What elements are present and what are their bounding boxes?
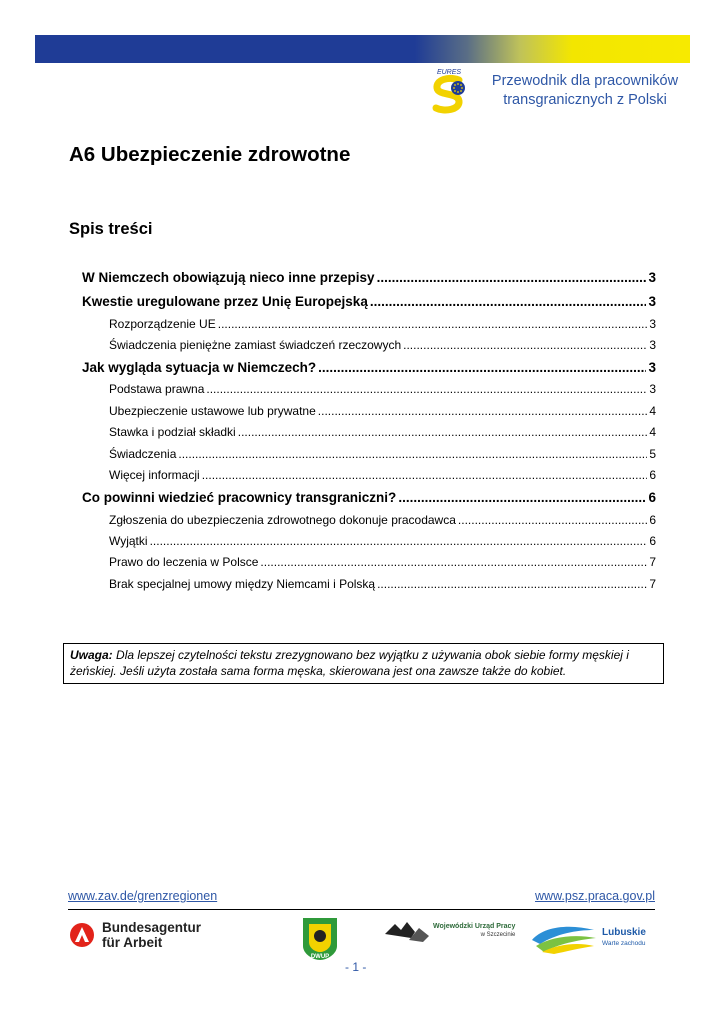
toc-entry[interactable] — [109, 382, 656, 396]
ba-line1: Bundesagentur — [102, 920, 202, 935]
toc-entry[interactable] — [109, 513, 656, 527]
footer-link-zav[interactable]: www.zav.de/grenzregionen — [68, 889, 218, 903]
toc-entry[interactable] — [82, 360, 656, 375]
lubuskie-icon — [530, 920, 598, 956]
guide-title — [470, 72, 700, 110]
toc-entry-page: 6 — [649, 513, 656, 527]
ba-line2: für Arbeit — [102, 935, 163, 950]
toc-dot-leader — [206, 382, 647, 396]
toc-entry-page: 3 — [649, 382, 656, 396]
dwup-logo — [301, 916, 339, 962]
eures-logo-text: EURES — [436, 69, 462, 76]
toc-entry-label: W Niemczech obowiązują nieco inne przepisy — [82, 270, 375, 285]
toc-entry-page: 5 — [649, 447, 656, 461]
toc-entry[interactable] — [109, 534, 656, 548]
toc-entry-label: Jak wygląda sytuacja w Niemczech? — [82, 360, 317, 375]
toc-entry-page: 3 — [648, 360, 656, 375]
toc-dot-leader — [377, 577, 647, 591]
toc-entry[interactable] — [109, 338, 656, 352]
wup-line1: Wojewódzki Urząd Pracy — [433, 923, 516, 930]
toc-entry-label: Świadczenia pieniężne zamiast świadczeń rzeczowych — [109, 338, 402, 352]
toc-entry-label: Prawo do leczenia w Polsce — [109, 555, 259, 569]
toc-dot-leader — [150, 534, 648, 548]
footer-link-psz[interactable]: www.psz.praca.gov.pl — [535, 889, 655, 903]
wup-szczecin-logo — [385, 920, 515, 942]
toc-dot-leader — [318, 360, 646, 375]
toc-dot-leader — [260, 555, 647, 569]
toc-entry-label: Rozporządzenie UE — [109, 317, 216, 331]
note-box — [63, 643, 664, 684]
page-number: - 1 - — [345, 960, 367, 974]
toc-entry-label: Podstawa prawna — [109, 382, 205, 396]
toc-entry[interactable] — [109, 425, 656, 439]
toc-entry-page: 3 — [649, 338, 656, 352]
guide-title-line2: transgranicznych z Polski — [503, 92, 667, 108]
toc-dot-leader — [202, 468, 648, 482]
toc-entry-page: 6 — [649, 534, 656, 548]
toc-entry-page: 3 — [648, 294, 656, 309]
lubuskie-line1: Lubuskie — [602, 927, 646, 938]
toc-entry-label: Co powinni wiedzieć pracownicy transgraniczni? — [82, 490, 397, 505]
toc-entry[interactable] — [82, 294, 656, 309]
toc-entry-label: Kwestie uregulowane przez Unię Europejską — [82, 294, 368, 309]
toc-entry-label: Stawka i podział składki — [109, 425, 236, 439]
toc-entry-label: Więcej informacji — [109, 468, 200, 482]
guide-title-line1: Przewodnik dla pracowników — [491, 73, 679, 89]
toc-entry-page: 3 — [649, 317, 656, 331]
toc-entry-page: 4 — [649, 425, 656, 439]
eures-logo — [428, 66, 470, 116]
toc-entry[interactable] — [109, 468, 656, 482]
toc-dot-leader — [178, 447, 647, 461]
toc-entry[interactable] — [82, 270, 656, 285]
toc-entry-label: Wyjątki — [109, 534, 148, 548]
header-color-bar — [35, 35, 690, 63]
toc-dot-leader — [458, 513, 647, 527]
toc-entry-page: 7 — [649, 577, 656, 591]
lubuskie-line2: Warte zachodu — [602, 940, 646, 947]
document-title: A6 Ubezpieczenie zdrowotne — [69, 143, 351, 166]
dwup-label: DWUP — [310, 954, 330, 960]
toc-heading: Spis treści — [69, 220, 153, 238]
wup-line2: w Szczecinie — [480, 932, 516, 938]
toc-entry[interactable] — [109, 555, 656, 569]
toc-entry[interactable] — [109, 447, 656, 461]
toc-entry[interactable] — [109, 317, 656, 331]
bundesagentur-logo — [70, 920, 201, 950]
toc-entry-page: 3 — [648, 270, 656, 285]
ba-icon — [70, 923, 94, 947]
toc-entry-label: Brak specjalnej umowy między Niemcami i Polską — [109, 577, 376, 591]
toc-dot-leader — [377, 270, 647, 285]
toc-entry-label: Świadczenia — [109, 447, 177, 461]
toc-entry-label: Ubezpieczenie ustawowe lub prywatne — [109, 404, 316, 418]
toc-entry[interactable] — [109, 404, 656, 418]
toc-dot-leader — [370, 294, 647, 309]
toc-dot-leader — [398, 490, 646, 505]
toc-entry-page: 6 — [649, 468, 656, 482]
toc-dot-leader — [238, 425, 648, 439]
toc-dot-leader — [403, 338, 647, 352]
footer-divider — [68, 909, 655, 910]
toc-entry-label: Zgłoszenia do ubezpieczenia zdrowotnego dokonuje pracodawca — [109, 513, 456, 527]
note-text: Dla lepszej czytelności tekstu zrezygnowano bez wyjątku z używania obok siebie formy męskiej i żeńskiej. Jeśli użyta została sama forma męska, skierowana jest ona zawsze także do kobiet. — [70, 648, 629, 678]
toc-dot-leader — [218, 317, 648, 331]
toc-entry[interactable] — [109, 577, 656, 591]
note-label: Uwaga: — [70, 648, 113, 662]
lubuskie-logo — [530, 920, 646, 956]
toc-entry-page: 7 — [649, 555, 656, 569]
toc-entry[interactable] — [82, 490, 656, 505]
wup-icon — [385, 920, 429, 942]
toc-entry-page: 6 — [648, 490, 656, 505]
toc-dot-leader — [318, 404, 648, 418]
toc-entry-page: 4 — [649, 404, 656, 418]
